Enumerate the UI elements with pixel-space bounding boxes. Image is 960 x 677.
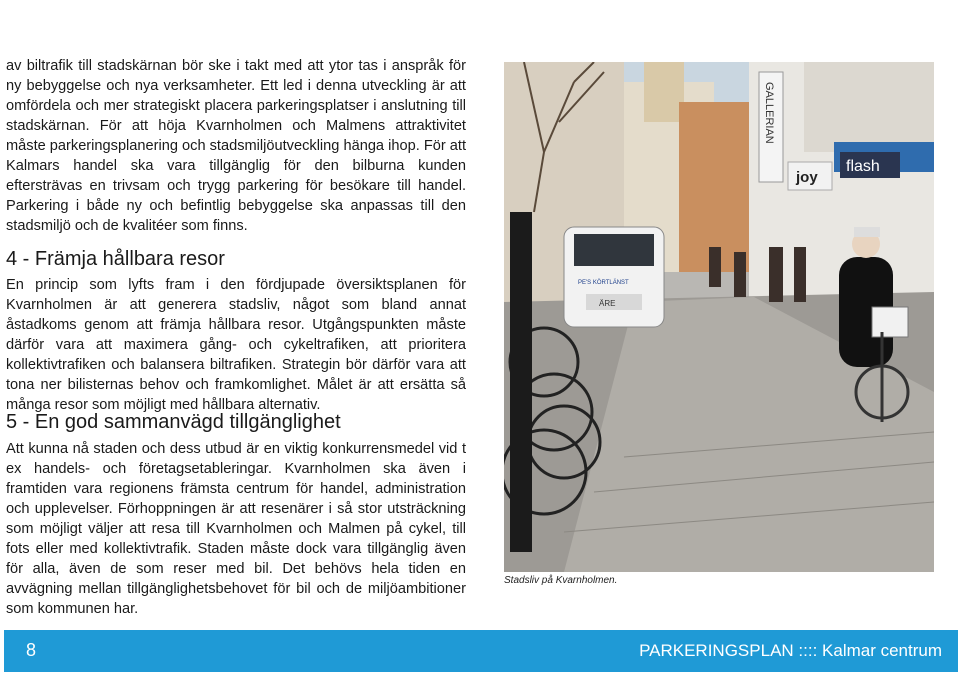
section-5-body: Att kunna nå staden och dess utbud är en viktig konkurrensmedel vid t ex handels- och företagsetableringar. Kvarnholmen ska även i framtiden vara regionens främsta centrum för handel, administration och upplevelser. Förhoppningen är att resenärer i så stor utsträckning som möjligt väljer att resa till Kvarnholmen och Malmen på cykel, till fots eller med kollektivtrafik. Staden måste dock vara tillgänglig även för alla, även de som reser med bil. Det behövs hela tiden en avvägning mellan tillgänglighetsbehovet för bil och de miljöambitioner som kommunen har. [6, 441, 466, 617]
photo-caption: Stadsliv på Kvarnholmen. [504, 575, 618, 586]
gallerian-sign: GALLERIAN [763, 82, 775, 144]
street-photo [504, 62, 934, 572]
joy-sign: joy [796, 169, 818, 186]
footer-title: PARKERINGSPLAN :::: Kalmar centrum [639, 641, 942, 660]
intro-paragraph: av biltrafik till stadskärnan bör ske i takt med att ytor tas i anspråk för ny bebyggelse och nya verksamheter. Ett led i denna utveckling är att omfördela och mer strategiskt placera parkeringsplatser i anslutning till stadskärnan. För att höja Kvarnholmen och Malmens attraktivitet måste parkeringsplanering och stadsmiljöutveckling hänga ihop. För att Kalmars handel ska vara tillgänglig för den bilburna kunden eftersträvas en trivsam och trygg parkering för besökare till handel. Parkering i både ny och befintlig bebyggelse ska anpassas till den stadsmiljö och de kvalitéer som finns. [6, 58, 466, 234]
page-number: 8 [26, 640, 37, 660]
section-4-body: En princip som lyfts fram i den fördjupade översiktsplanen för Kvarnholmen är att generera stadsliv, något som bland annat åstadkoms genom att främja hållbara resor. Utgångspunkten måste därför vara att maximera gång- och cykeltrafiken, att prioritera kollektivtrafiken och balansera biltrafiken. Strategin bör därför vara att tona ner bilisternas behov och framkomlighet. Målet är att ersätta så många resor som möjligt med hållbara alternativ. [6, 277, 466, 413]
section-4-heading: 4 - Främja hållbara resor [6, 248, 225, 270]
footer-bar [4, 630, 958, 672]
van-plate: ÄRE [599, 299, 616, 308]
section-5-heading: 5 - En god sammanvägd tillgänglighet [6, 411, 341, 433]
flash-sign: flash [846, 158, 880, 175]
street-scene-illustration [504, 62, 934, 572]
van-logo: PE'S KÖRTLÄNST [578, 280, 629, 286]
